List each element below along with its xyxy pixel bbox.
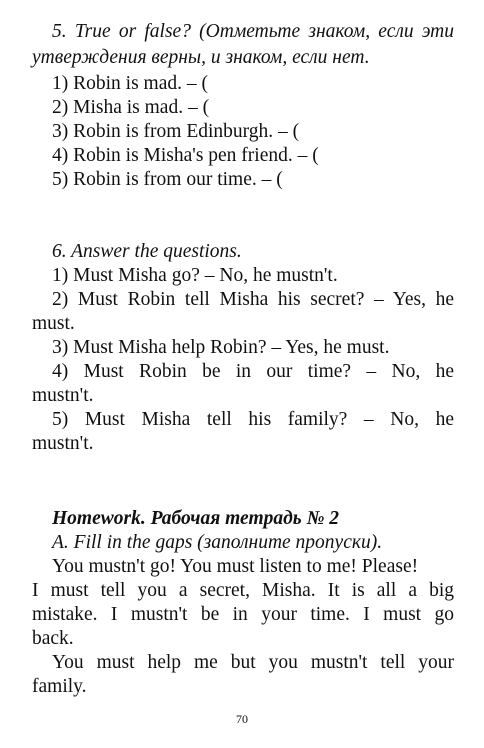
homework-line: I must tell you a secret, Misha. It is all a big xyxy=(32,580,454,601)
homework-heading: Homework. Рабочая тетрадь № 2 xyxy=(52,508,340,529)
page-number: 70 xyxy=(236,712,248,726)
section5-item: 1) Robin is mad. – ( xyxy=(52,73,208,94)
homework-line: back. xyxy=(32,628,74,649)
section5-item: 4) Robin is Misha's pen friend. – ( xyxy=(52,145,319,166)
homework-line: You mustn't go! You must listen to me! Please! xyxy=(52,556,419,577)
section6-line: must. xyxy=(32,313,75,334)
section5-item: 2) Misha is mad. – ( xyxy=(52,97,210,118)
homework-line: family. xyxy=(32,676,87,697)
section5-heading-line2: утверждения верны, и знаком, если нет. xyxy=(32,47,370,68)
section6-line: mustn't. xyxy=(32,385,94,406)
section5-item: 3) Robin is from Edinburgh. – ( xyxy=(52,121,300,142)
section6-line: mustn't. xyxy=(32,433,94,454)
homework-line: mistake. I mustn't be in your time. I must go xyxy=(32,604,454,625)
section6-line: 2) Must Robin tell Misha his secret? – Yes, he xyxy=(52,289,454,310)
section6-line: 1) Must Misha go? – No, he mustn't. xyxy=(52,265,338,286)
section6-heading: 6. Answer the questions. xyxy=(52,241,242,262)
section6-line: 3) Must Misha help Robin? – Yes, he must. xyxy=(52,337,390,358)
section5-heading-line1: 5. True or false? (Отметьте знаком, если эти xyxy=(52,21,454,42)
homework-subheading: A. Fill in the gaps (заполните пропуски). xyxy=(52,532,383,553)
homework-line: You must help me but you mustn't tell your xyxy=(52,652,454,673)
section5-item: 5) Robin is from our time. – ( xyxy=(52,169,283,190)
section6-line: 5) Must Misha tell his family? – No, he xyxy=(52,409,454,430)
section6-line: 4) Must Robin be in our time? – No, he xyxy=(52,361,454,382)
